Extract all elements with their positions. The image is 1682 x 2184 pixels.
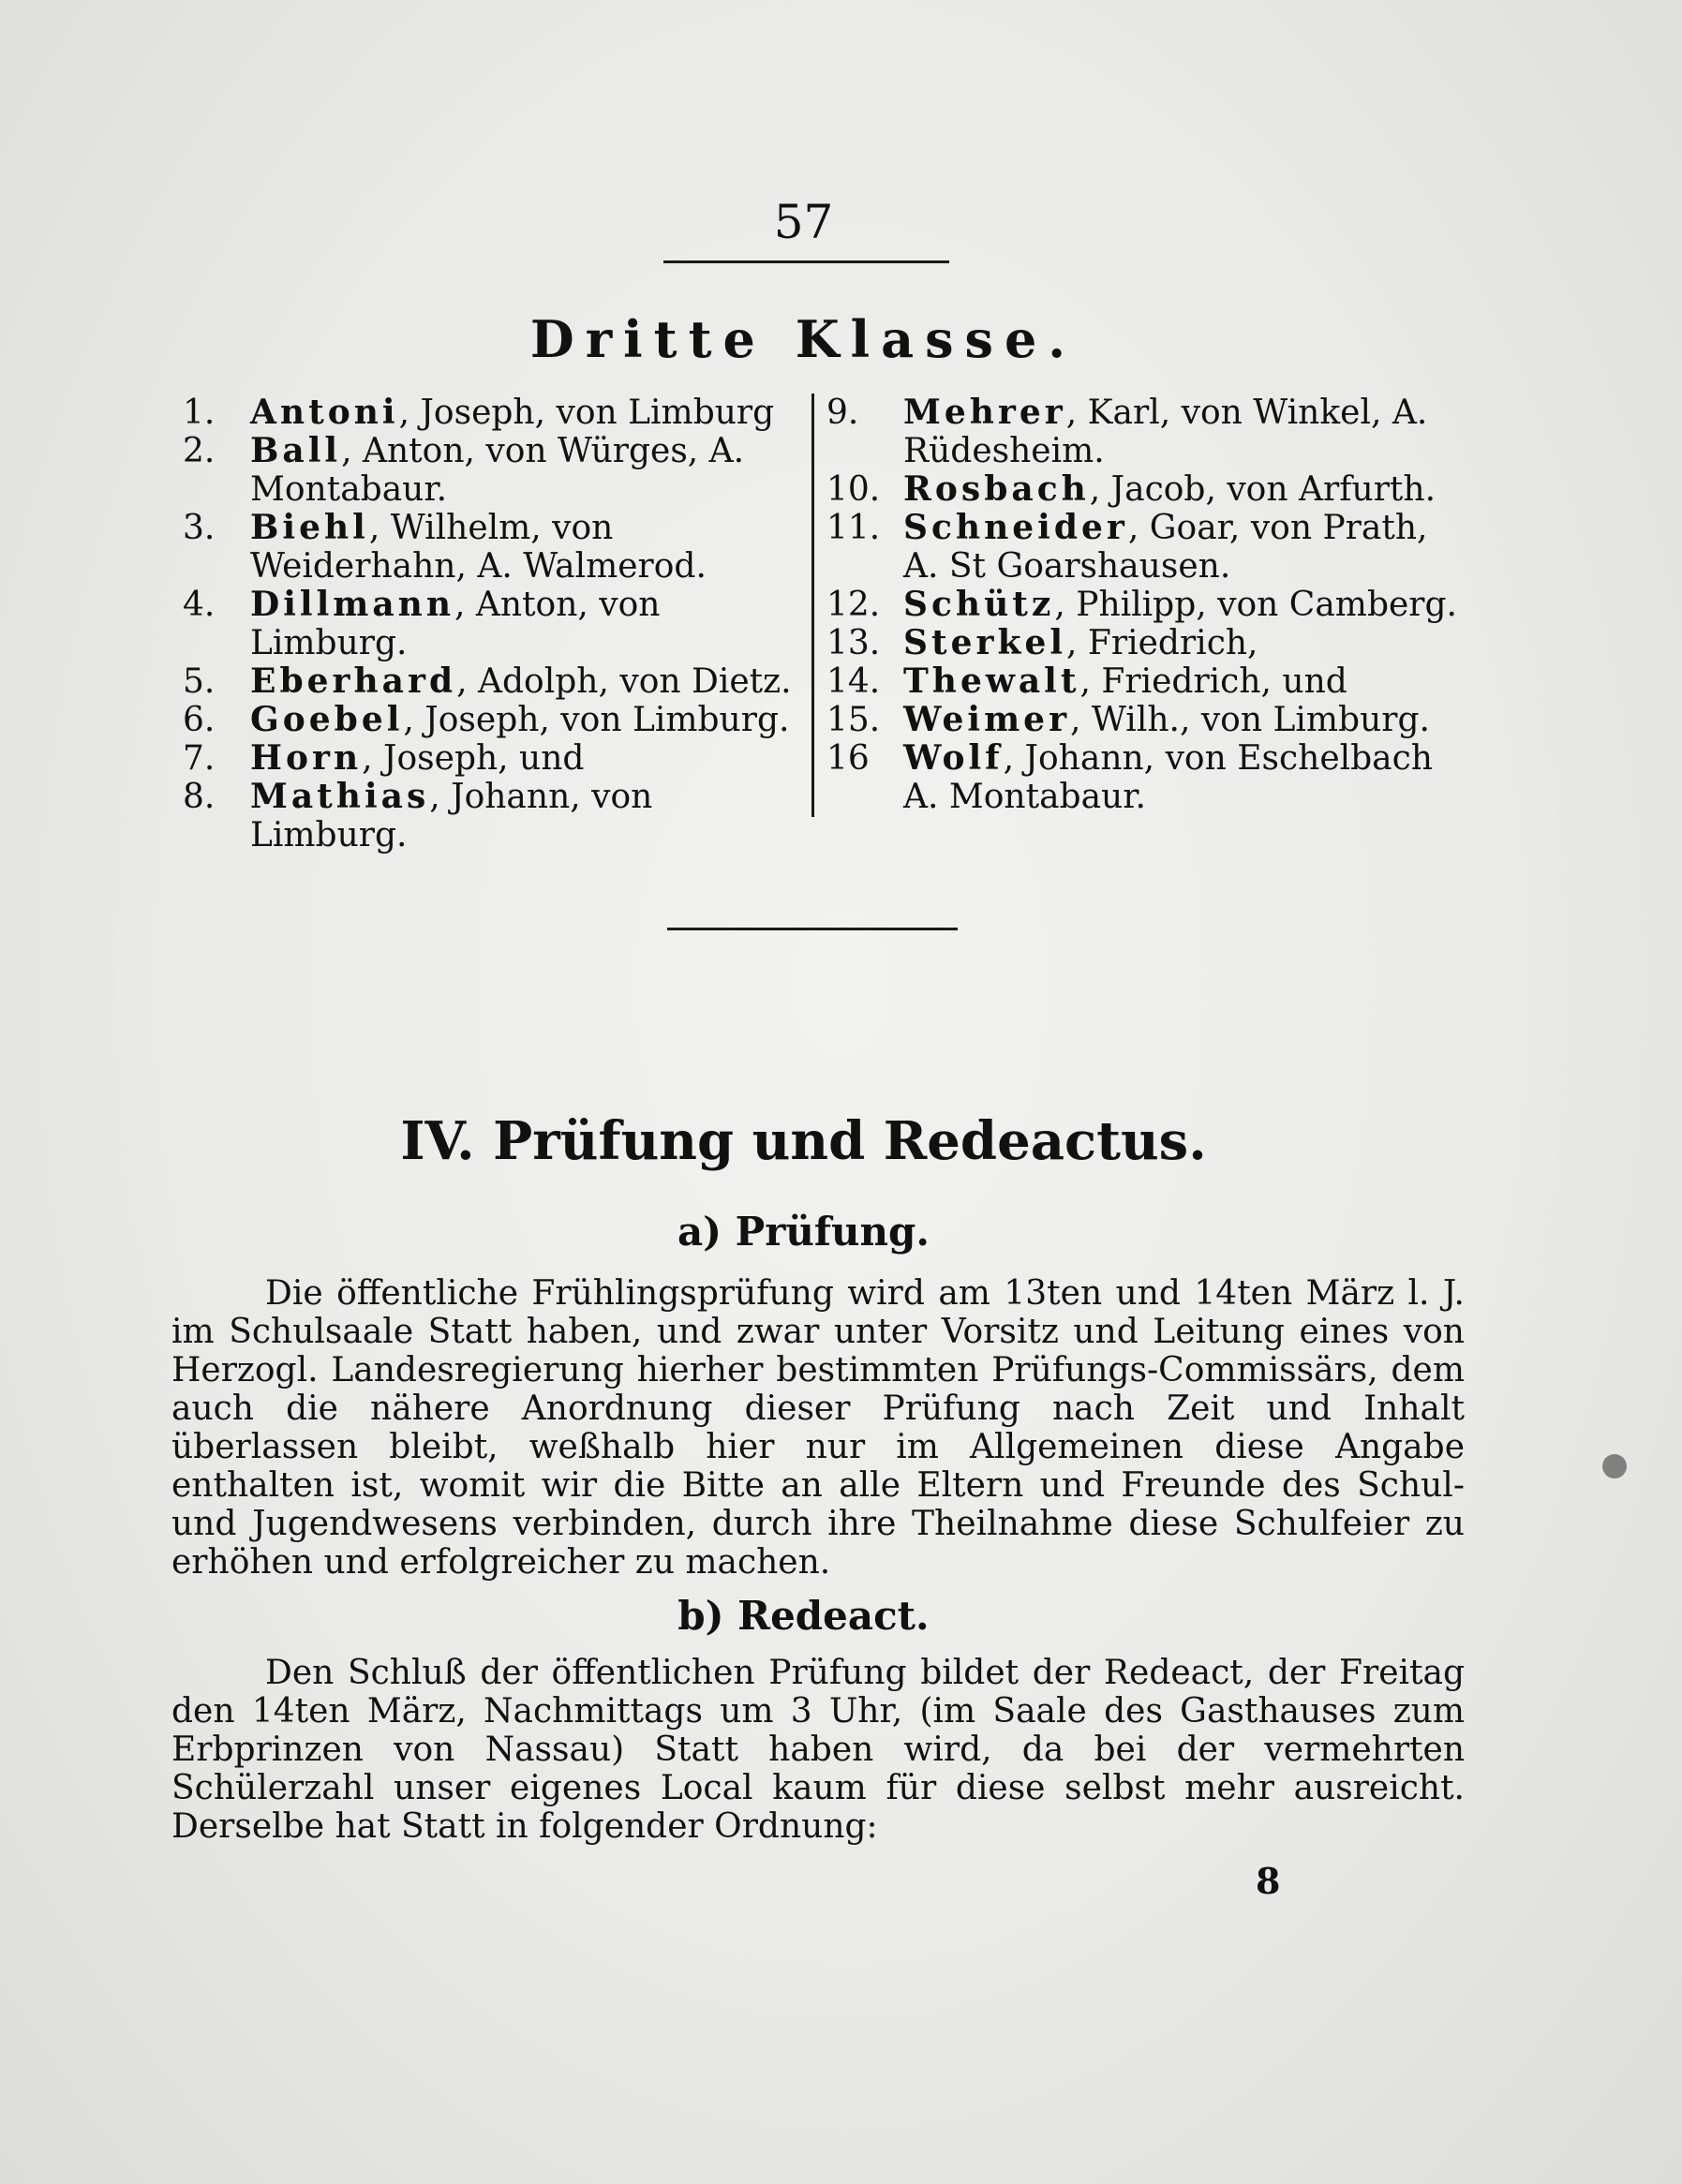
list-item: 14. Thewalt, Friedrich, und bbox=[826, 661, 1347, 701]
list-item: 6. Goebel, Joseph, von Limburg. bbox=[183, 700, 790, 739]
subheading-redeact: b) Redeact. bbox=[677, 1593, 930, 1639]
list-item: 16 Wolf, Johann, von Eschelbach A. Montabaur. bbox=[826, 738, 1433, 816]
paragraph-redeact: Den Schluß der öffentlichen Prüfung bildet der Redeact, der Freitag den 14ten März, Nachmittags um 3 Uhr, (im Saale des Gasthauses zum Erbprinzen von Nassau) Statt haben wird, da bei der vermehrten Schülerzahl unser eigenes Local kaum für diese selbst mehr ausreicht. Derselbe hat Statt in folgender Ordnung: bbox=[171, 1654, 1465, 1846]
paragraph-pruefung: Die öffentliche Frühlingsprüfung wird am 13ten und 14ten März l. J. im Schulsaale Statt haben, und zwar unter Vorsitz und Leitung eines von Herzogl. Landesregierung hierher bestimmten Prüfungs-Commissärs, dem auch die nähere Anordnung dieser Prüfung nach Zeit und Inhalt überlassen bleibt, weßhalb hier nur im Allgemeinen diese Angabe enthalten ist, womit wir die Bitte an alle Eltern und Freunde des Schul- und Jugendwesens verbinden, durch ihre Theilnahme diese Schulfeier zu erhöhen und erfolgreicher zu machen. bbox=[171, 1274, 1465, 1582]
list-item: 15. Weimer, Wilh., von Limburg. bbox=[826, 700, 1430, 739]
ink-spot bbox=[1602, 1454, 1627, 1478]
list-item: 3. Biehl, Wilhelm, von Weiderhahn, A. Walmerod. bbox=[183, 508, 707, 586]
student-list-left bbox=[183, 394, 811, 854]
list-item: 7. Horn, Joseph, und bbox=[183, 738, 585, 778]
list-item: 4. Dillmann, Anton, von Limburg. bbox=[183, 585, 661, 662]
subheading-pruefung: a) Prüfung. bbox=[677, 1209, 930, 1255]
page-number: 57 bbox=[773, 195, 834, 249]
list-item: 5. Eberhard, Adolph, von Dietz. bbox=[183, 661, 792, 701]
list-item: 1. Antoni, Joseph, von Limburg bbox=[183, 393, 775, 432]
list-item: 9. Mehrer, Karl, von Winkel, A. Rüdesheim. bbox=[826, 393, 1428, 470]
section-heading: IV. Prüfung und Redeactus. bbox=[400, 1110, 1207, 1172]
class-heading: Dritte Klasse. bbox=[529, 309, 1078, 369]
list-item: 2. Ball, Anton, von Würges, A. Montabaur. bbox=[183, 431, 745, 509]
list-item: 13. Sterkel, Friedrich, bbox=[826, 623, 1258, 662]
list-item: 10. Rosbach, Jacob, von Arfurth. bbox=[826, 469, 1436, 509]
list-item: 8. Mathias, Johann, von Limburg. bbox=[183, 777, 653, 854]
signature-mark: 8 bbox=[1256, 1860, 1281, 1902]
student-list-right bbox=[826, 394, 1464, 816]
list-item: 11. Schneider, Goar, von Prath, A. St Goarshausen. bbox=[826, 508, 1428, 586]
list-item: 12. Schütz, Philipp, von Camberg. bbox=[826, 585, 1457, 624]
column-divider bbox=[811, 394, 814, 817]
top-rule bbox=[663, 260, 949, 263]
section-rule bbox=[667, 928, 958, 930]
